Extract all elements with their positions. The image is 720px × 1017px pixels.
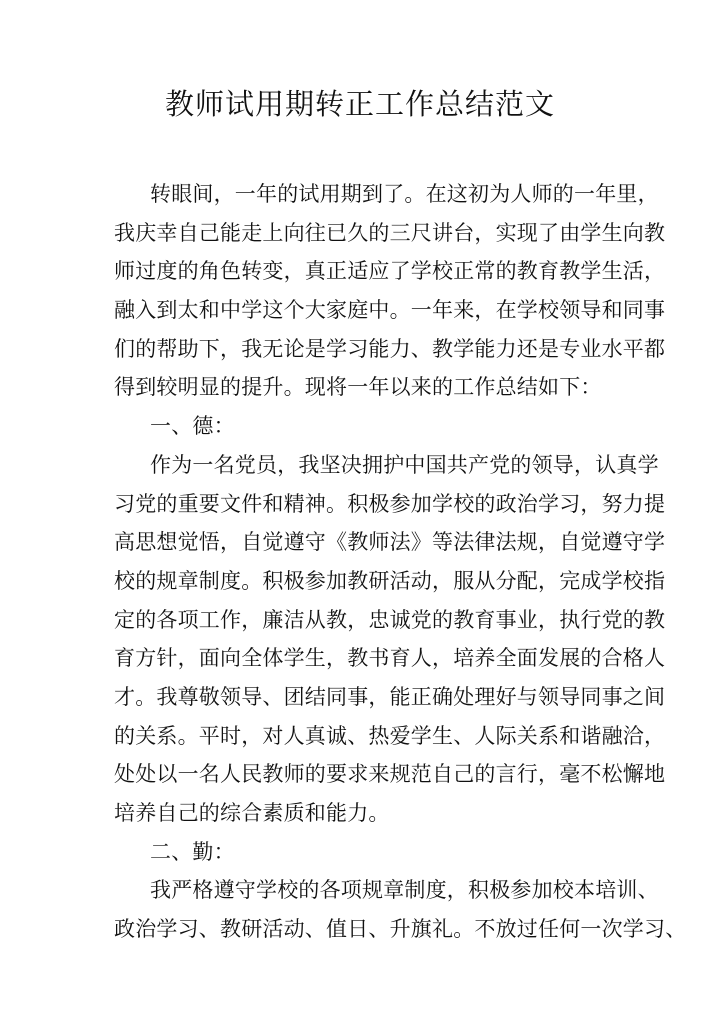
paragraph-line: 才。我尊敬领导、团结同事，能正确处理好与领导同事之间 <box>114 684 666 709</box>
paragraph-line: 处处以一名人民教师的要求来规范自己的言行，毫不松懈地 <box>114 762 666 787</box>
paragraph-line: 定的各项工作，廉洁从教，忠诚党的教育事业，执行党的教 <box>114 607 666 632</box>
paragraph-line: 们的帮助下，我无论是学习能力、教学能力还是专业水平都 <box>114 336 666 361</box>
paragraph-line: 我庆幸自己能走上向往已久的三尺讲台，实现了由学生向教 <box>114 220 666 245</box>
paragraph-line: 转眼间，一年的试用期到了。在这初为人师的一年里， <box>150 182 659 206</box>
paragraph-line: 融入到太和中学这个大家庭中。一年来，在学校领导和同事 <box>114 298 666 323</box>
section-heading: 一、德： <box>150 414 235 439</box>
document-title: 教师试用期转正工作总结范文 <box>164 87 555 121</box>
paragraph-line: 习党的重要文件和精神。积极参加学校的政治学习，努力提 <box>114 491 666 516</box>
paragraph-line: 育方针，面向全体学生，教书育人，培养全面发展的合格人 <box>114 646 666 671</box>
paragraph-line: 校的规章制度。积极参加教研活动，服从分配，完成学校指 <box>114 568 666 593</box>
paragraph-line: 得到较明显的提升。现将一年以来的工作总结如下： <box>114 375 602 400</box>
paragraph-line: 师过度的角色转变，真正适应了学校正常的教育教学生活， <box>114 259 666 284</box>
document-body <box>114 175 687 949</box>
paragraph-line: 高思想觉悟，自觉遵守《教师法》等法律法规，自觉遵守学 <box>114 530 666 555</box>
paragraph-line: 我严格遵守学校的各项规章制度，积极参加校本培训、 <box>150 878 659 903</box>
paragraph-line: 作为一名党员，我坚决拥护中国共产党的领导，认真学 <box>150 452 659 477</box>
section-heading: 二、勤： <box>150 839 235 864</box>
paragraph-line: 的关系。平时，对人真诚、热爱学生、人际关系和谐融洽， <box>114 723 666 748</box>
paragraph-line: 政治学习、教研活动、值日、升旗礼。不放过任何一次学习、 <box>114 917 687 942</box>
paragraph-line: 培养自己的综合素质和能力。 <box>114 801 390 825</box>
